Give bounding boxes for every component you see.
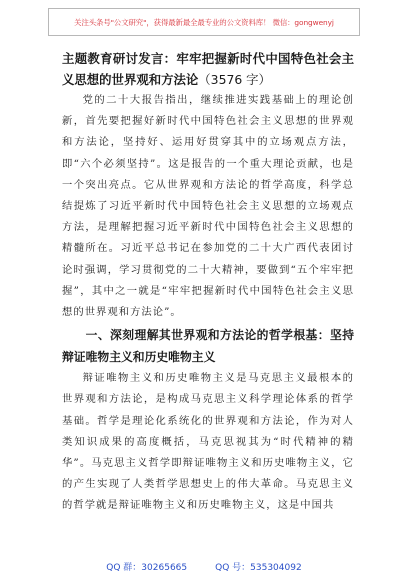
section-heading: 一、深刻理解其世界观和方法论的哲学根基：坚持辩证唯物主义和历史唯物主义 <box>62 328 354 364</box>
body-paragraph: 辩证唯物主义和历史唯物主义是马克思主义最根本的世界观和方法论，是构成马克思主义科学理论体系的哲学基础。哲学是理论化系统化的世界观和方法论，作为对人类知识成果的高度概括，马克思视其为“时代精神的精华”。马克思主义哲学即辩证唯物主义和历史唯物主义，它的产生实现了人类哲学思想史上的伟大革命。马克思主义的哲学就是辩证唯物主义和历史唯物主义，这是中国共 <box>62 372 354 512</box>
document-title-text: 主题教育研讨发言：牢牢把握新时代中国特色社会主义思想的世界观和方法论 <box>62 51 354 87</box>
body-paragraph: 党的二十大报告指出，继续推进实践基础上的理论创新，首先要把握好新时代中国特色社会主义思想的世界观和方法论，坚持好、运用好贯穿其中的立场观点方法，即“六个必须坚持”。这是报告的一个重大理论贡献，也是一个突出亮点。它从世界观和方法论的哲学高度，科学总结提炼了习近平新时代中国特色社会主义思想的立场观点方法，是理解把握习近平新时代中国特色社会主义思想的精髓所在。习近平总书记在参加党的二十大广西代表团讨论时强调，学习贯彻党的二十大精神，要做到“五个牢牢把握”，其中之一就是“牢牢把握新时代中国特色社会主义思想的世界观和方法论”。 <box>62 94 354 319</box>
footer-qq-number: QQ 号：535304092 <box>215 563 302 573</box>
document-title <box>62 48 354 90</box>
promo-banner <box>48 8 360 36</box>
page-footer <box>0 560 408 573</box>
document-body <box>62 48 354 517</box>
footer-qq-group: QQ 群：30265665 <box>106 563 188 573</box>
word-count: （3576 字） <box>198 72 271 87</box>
promo-banner-text: 关注头条号"公文研究"，获得最新最全最专业的公文资料库！ 微信：gongwenyj <box>74 17 334 27</box>
